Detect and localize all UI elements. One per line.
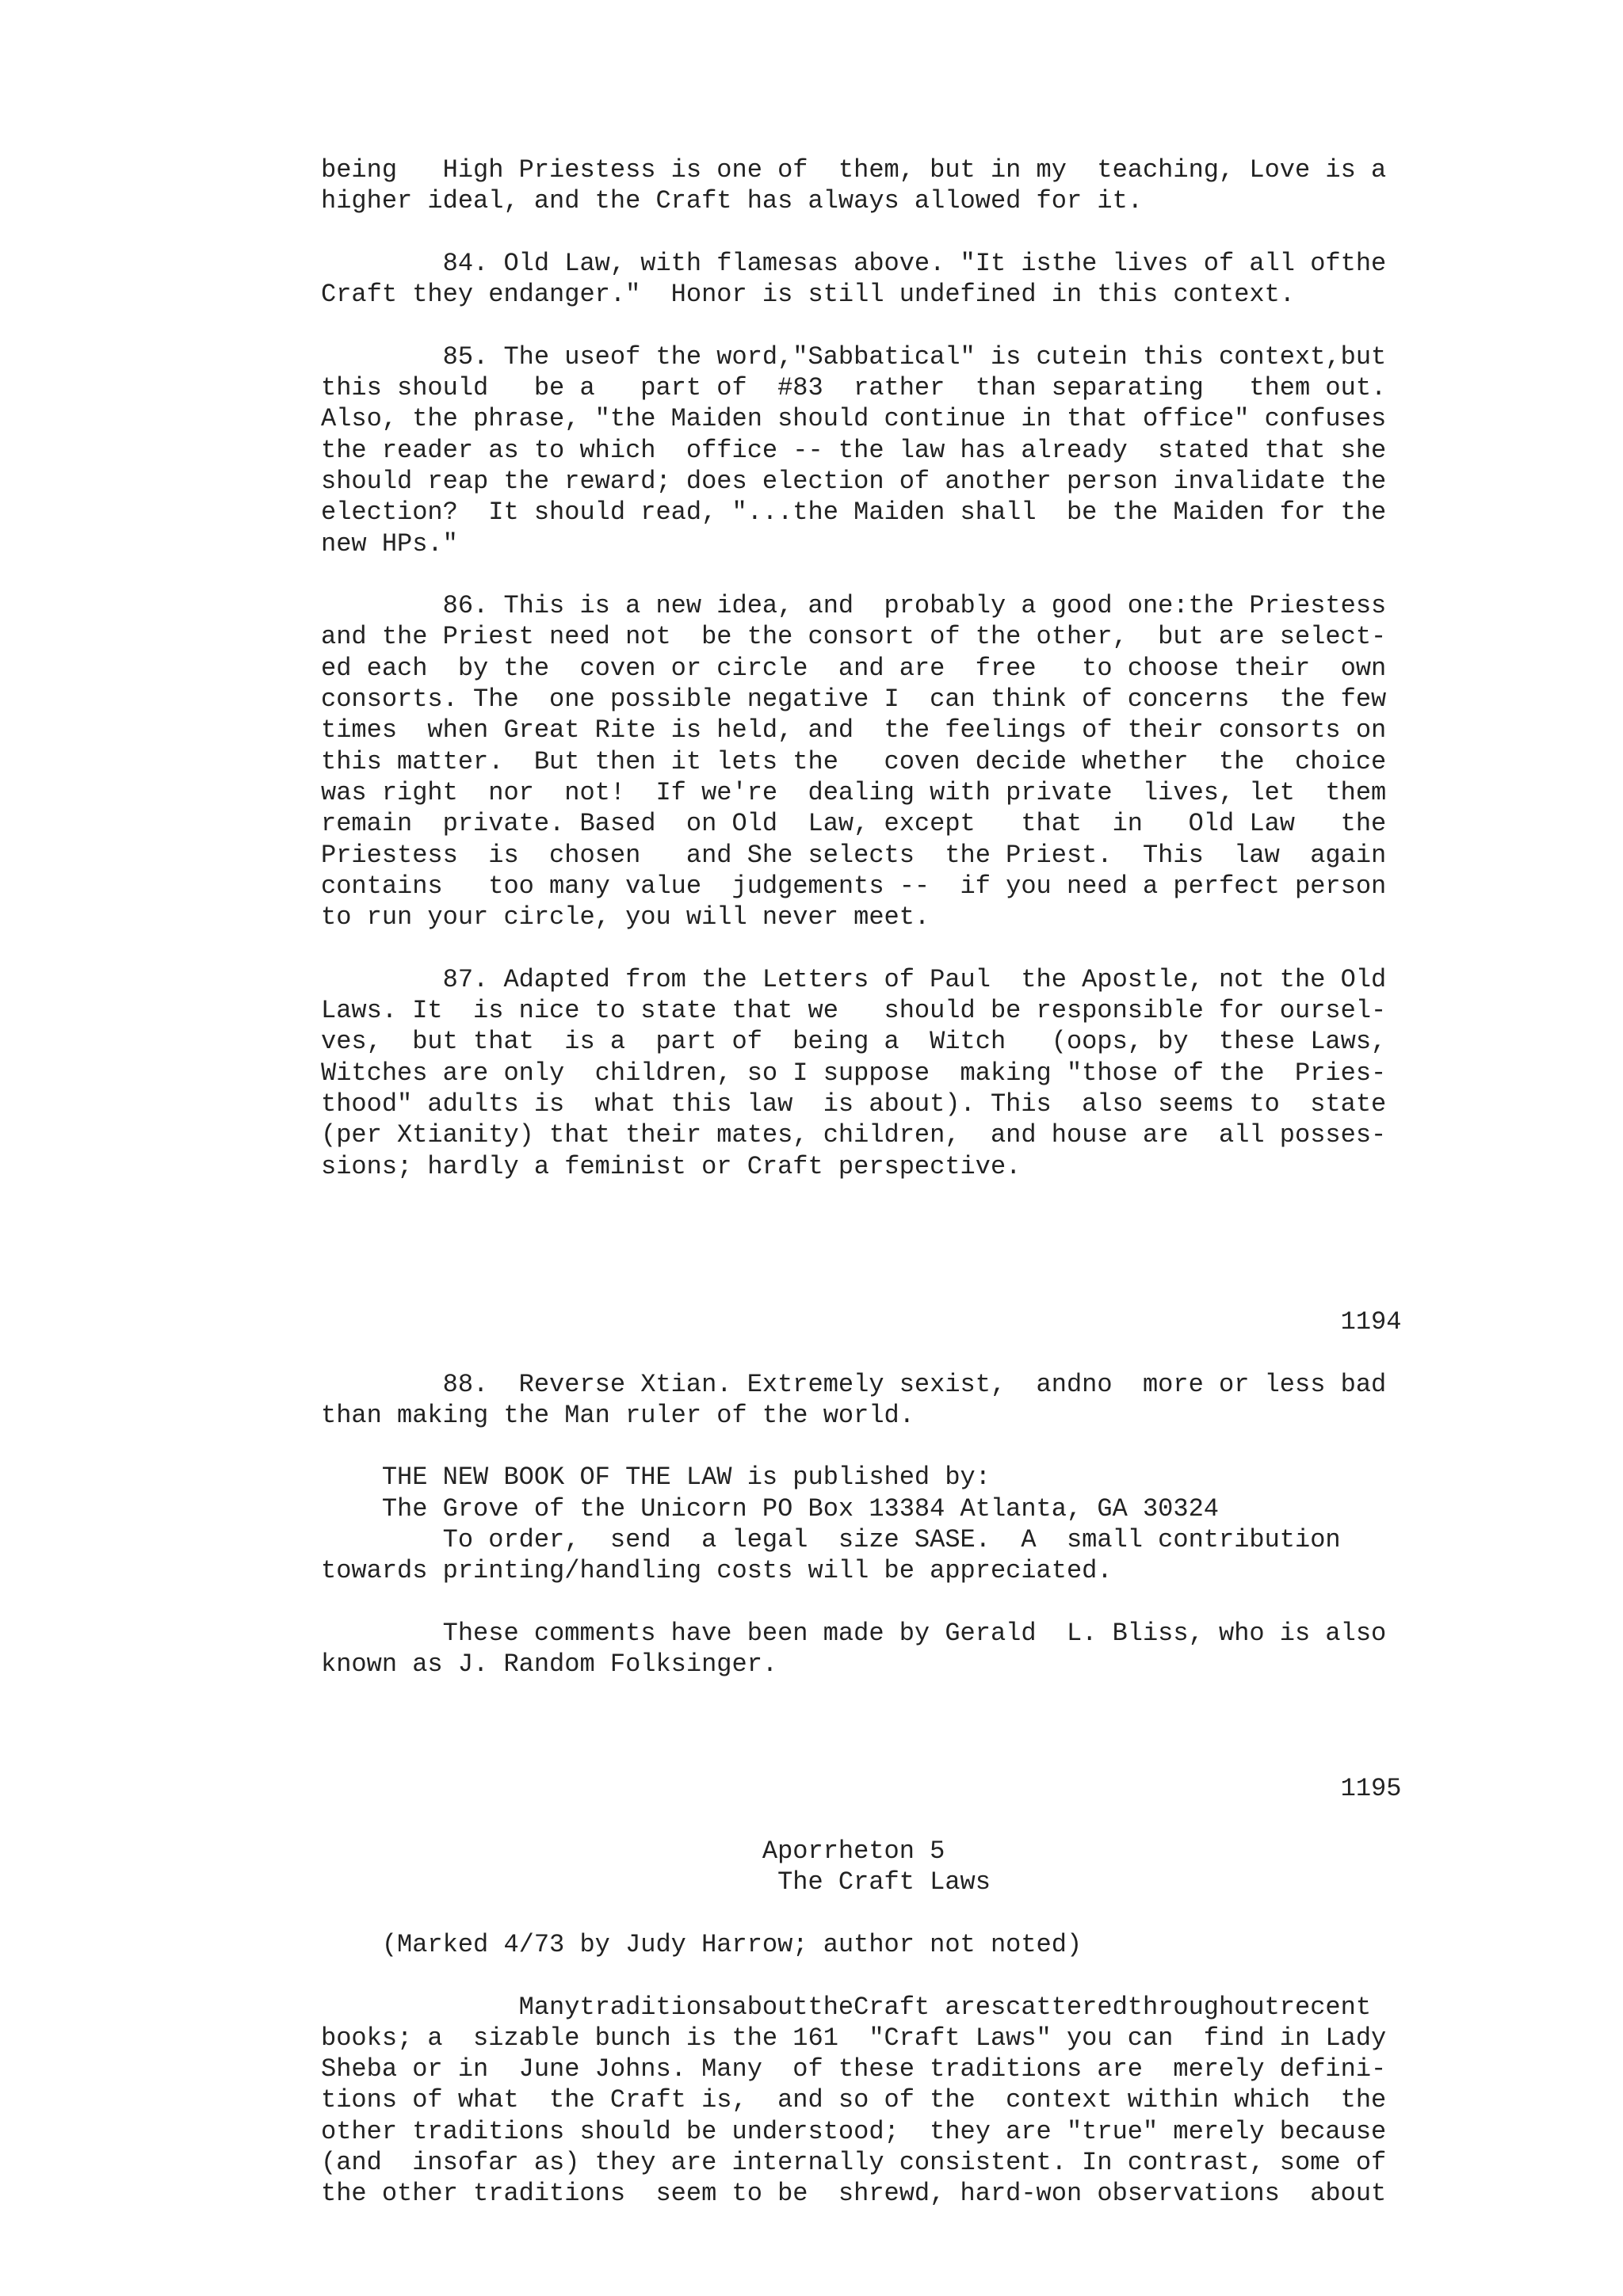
text-line: other traditions should be understood; they are "true" merely because <box>321 2116 1387 2146</box>
blank-line <box>321 1680 1478 1711</box>
text-line: sions; hardly a feminist or Craft perspective. <box>321 1151 1022 1181</box>
document-page <box>321 154 1478 2210</box>
text-line: 86. This is a new idea, and probably a good one:the Priestess <box>321 591 1387 621</box>
blank-line <box>321 1898 1478 1929</box>
text-line: being High Priestess is one of them, but in my teaching, Love is a <box>321 155 1387 185</box>
blank-line <box>321 559 1478 590</box>
blank-line <box>321 1960 1478 1991</box>
text-line: times when Great Rite is held, and the feelings of their consorts on <box>321 715 1387 746</box>
text-line: To order, send a legal size SASE. A small contribution <box>321 1525 1341 1555</box>
text-line: new HPs." <box>321 528 458 559</box>
text-line: contains too many value judgements -- if you need a perfect person <box>321 871 1387 901</box>
blank-line <box>321 1276 1478 1306</box>
text-line: higher ideal, and the Craft has always allowed for it. <box>321 186 1143 216</box>
text-line: known as J. Random Folksinger. <box>321 1650 778 1680</box>
text-line: to run your circle, you will never meet. <box>321 902 930 933</box>
text-line: towards printing/handling costs will be appreciated. <box>321 1556 1113 1586</box>
text-line: Priestess is chosen and She selects the Priest. This law again <box>321 840 1387 870</box>
blank-line <box>321 310 1478 341</box>
blank-line <box>321 1711 1478 1742</box>
text-line: (and insofar as) they are internally consistent. In contrast, some of <box>321 2148 1387 2177</box>
text-line: These comments have been made by Gerald L. Bliss, who is also <box>321 1618 1387 1648</box>
text-line: THE NEW BOOK OF THE LAW is published by: <box>321 1463 991 1493</box>
blank-line <box>321 1182 1478 1213</box>
text-line: 87. Adapted from the Letters of Paul the Apostle, not the Old <box>321 964 1387 994</box>
text-line: The Grove of the Unicorn PO Box 13384 Atlanta, GA 30324 <box>321 1493 1219 1524</box>
text-line: the reader as to which office -- the law has already stated that she <box>321 435 1387 465</box>
text-line: Laws. It is nice to state that we should be responsible for oursel- <box>321 996 1387 1026</box>
text-line: Witches are only children, so I suppose making "those of the Pries- <box>321 1058 1387 1088</box>
text-line: 88. Reverse Xtian. Extremely sexist, andno more or less bad <box>321 1369 1387 1399</box>
text-line: remain private. Based on Old Law, except that in Old Law the <box>321 809 1387 839</box>
text-line: 85. The useof the word,"Sabbatical" is cutein this context,but <box>321 341 1387 372</box>
blank-line <box>321 217 1478 248</box>
text-line: consorts. The one possible negative I can think of concerns the few <box>321 685 1387 715</box>
text-line: than making the Man ruler of the world. <box>321 1400 915 1430</box>
blank-line <box>321 1805 1478 1836</box>
text-line: ves, but that is a part of being a Witch (oops, by these Laws, <box>321 1027 1387 1057</box>
text-line: The Craft Laws <box>321 1867 991 1897</box>
blank-line <box>321 1587 1478 1618</box>
text-line: 1194 <box>321 1306 1402 1337</box>
text-line: should reap the reward; does election of another person invalidate the <box>321 466 1387 496</box>
text-line: Sheba or in June Johns. Many of these traditions are merely defini- <box>321 2054 1387 2084</box>
text-line: 1195 <box>321 1774 1402 1804</box>
blank-line <box>321 1742 1478 1773</box>
text-line: was right nor not! If we're dealing with private lives, let them <box>321 777 1387 807</box>
text-line: ed each by the coven or circle and are free to choose their own <box>321 653 1387 683</box>
blank-line <box>321 933 1478 963</box>
text-line: thood" adults is what this law is about). This also seems to state <box>321 1089 1387 1119</box>
blank-line <box>321 1244 1478 1275</box>
text-line: Also, the phrase, "the Maiden should continue in that office" confuses <box>321 404 1387 434</box>
blank-line <box>321 1213 1478 1244</box>
text-line: Aporrheton 5 <box>321 1836 945 1867</box>
text-line: books; a sizable bunch is the 161 "Craft Laws" you can find in Lady <box>321 2023 1387 2053</box>
text-line: ManytraditionsabouttheCraft arescatteredthroughoutrecent <box>321 1992 1372 2022</box>
text-line: (Marked 4/73 by Judy Harrow; author not noted) <box>321 1929 1083 1959</box>
text-line: this should be a part of #83 rather than separating them out. <box>321 373 1387 403</box>
blank-line <box>321 1337 1478 1368</box>
text-line: this matter. But then it lets the coven decide whether the choice <box>321 746 1387 776</box>
text-line: and the Priest need not be the consort of the other, but are select- <box>321 622 1387 652</box>
text-line: tions of what the Craft is, and so of the context within which the <box>321 2085 1387 2115</box>
text-line: Craft they endanger." Honor is still undefined in this context. <box>321 280 1295 310</box>
text-line: (per Xtianity) that their mates, children, and house are all posses- <box>321 1120 1387 1150</box>
text-line: the other traditions seem to be shrewd, hard-won observations about <box>321 2179 1387 2209</box>
text-line: election? It should read, "...the Maiden shall be the Maiden for the <box>321 498 1387 528</box>
text-line: 84. Old Law, with flamesas above. "It isthe lives of all ofthe <box>321 248 1387 278</box>
blank-line <box>321 1431 1478 1462</box>
